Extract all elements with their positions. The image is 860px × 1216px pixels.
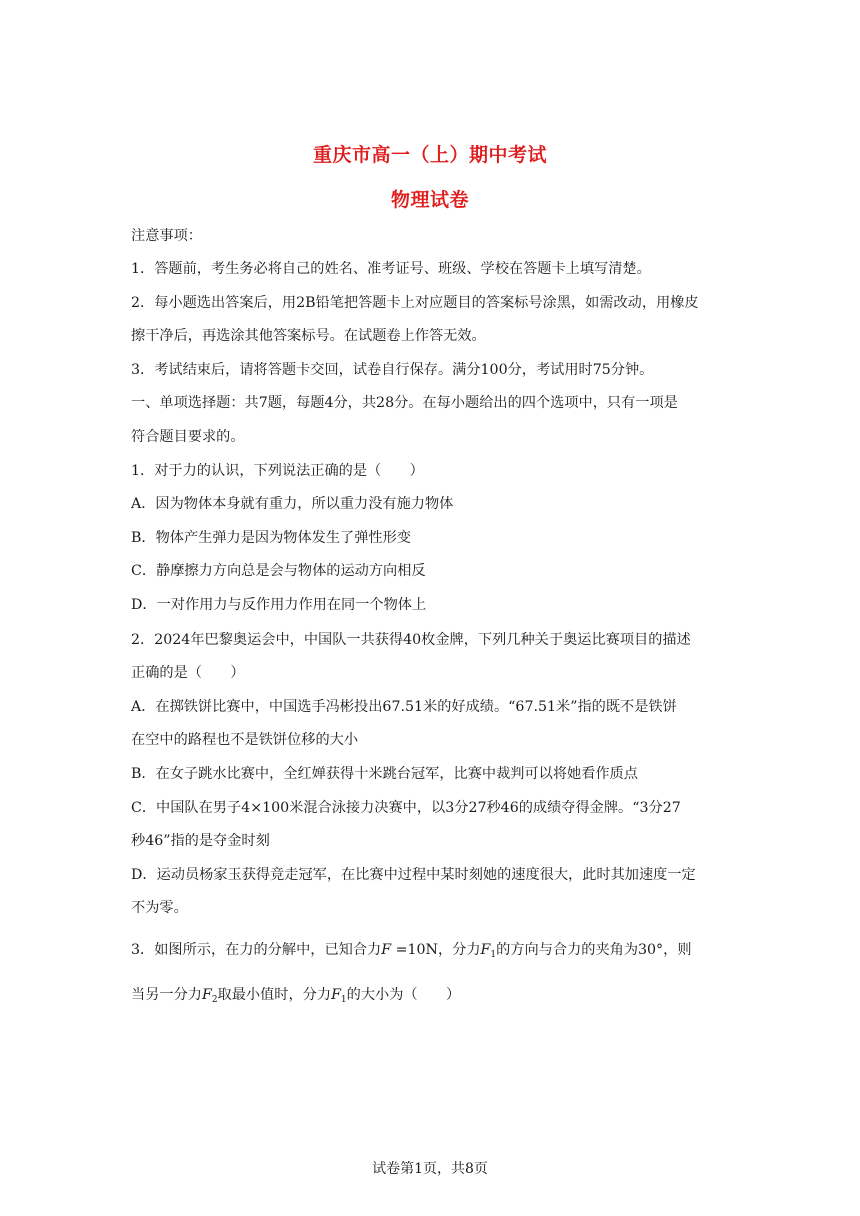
- math-symbol: F: [331, 987, 341, 1003]
- math-symbol: F: [381, 942, 392, 958]
- math-subscript: 1: [490, 950, 497, 960]
- math-subscript: 2: [211, 995, 218, 1005]
- question-3-text: 的大小为（ ）: [346, 987, 461, 1003]
- page-title: 重庆市高一（上）期中考试: [312, 144, 547, 166]
- page-footer: 试卷第1页，共8页: [372, 1161, 488, 1177]
- math-subscript: 1: [340, 995, 347, 1005]
- question-2-option-a-cont: 在空中的路程也不是铁饼位移的大小: [131, 732, 359, 748]
- question-3-stem: [131, 940, 692, 965]
- question-3-text: 当另一分力: [131, 987, 202, 1003]
- question-3-text: 取最小值时，分力: [217, 987, 332, 1003]
- section-heading: 一、单项选择题：共7题，每题4分，共28分。在每小题给出的四个选项中，只有一项是: [131, 395, 678, 411]
- question-2-option-c: C．中国队在男子4×100米混合泳接力决赛中，以3分27秒46的成绩夺得金牌。“3分27: [131, 800, 681, 816]
- question-2-option-b: B．在女子跳水比赛中，全红婵获得十米跳台冠军，比赛中裁判可以将她看作质点: [131, 766, 638, 782]
- math-symbol: F: [480, 942, 491, 958]
- question-2-option-c-cont: 秒46”指的是夺金时刻: [131, 833, 270, 849]
- question-2-stem: 2．2024年巴黎奥运会中，中国队一共获得40枚金牌，下列几种关于奥运比赛项目的描述: [131, 632, 691, 648]
- question-3-text: ，分力: [437, 942, 481, 958]
- page-subtitle: 物理试卷: [390, 189, 469, 211]
- section-heading-cont: 符合题目要求的。: [131, 429, 245, 445]
- question-1-option-c: C．静摩擦力方向总是会与物体的运动方向相反: [131, 563, 426, 579]
- math-equation: =10N: [391, 942, 438, 958]
- question-3-stem-cont: [131, 985, 460, 1010]
- math-symbol: F: [201, 987, 212, 1003]
- notice-item-2-cont: 擦干净后，再选涂其他答案标号。在试题卷上作答无效。: [131, 328, 486, 344]
- notice-item-3: 3．考试结束后，请将答题卡交回，试卷自行保存。满分100分，考试用时75分钟。: [131, 362, 654, 378]
- question-1-stem: 1．对于力的认识，下列说法正确的是（ ）: [131, 463, 424, 479]
- question-1-option-d: D．一对作用力与反作用力作用在同一个物体上: [131, 597, 427, 613]
- question-1-option-b: B．物体产生弹力是因为物体发生了弹性形变: [131, 530, 411, 546]
- question-3-text: 的方向与合力的夹角为30°，则: [496, 942, 692, 958]
- question-2-stem-cont: 正确的是（ ）: [131, 665, 245, 681]
- question-2-option-d-cont: 不为零。: [131, 900, 188, 916]
- question-3-text: 3．如图所示，在力的分解中，已知合力: [131, 942, 382, 958]
- question-1-option-a: A．因为物体本身就有重力，所以重力没有施力物体: [131, 496, 454, 512]
- question-2-option-d: D．运动员杨家玉获得竞走冠军，在比赛中过程中某时刻她的速度很大，此时其加速度一定: [131, 867, 696, 883]
- notice-item-2: 2．每小题选出答案后，用2B铅笔把答题卡上对应题目的答案标号涂黑，如需改动，用橡皮: [131, 295, 699, 311]
- question-2-option-a: A．在掷铁饼比赛中，中国选手冯彬投出67.51米的好成绩。“67.51米”指的既不是铁饼: [131, 699, 677, 715]
- notice-heading: 注意事项：: [131, 228, 202, 244]
- notice-item-1: 1．答题前，考生务必将自己的姓名、准考证号、班级、学校在答题卡上填写清楚。: [131, 261, 651, 277]
